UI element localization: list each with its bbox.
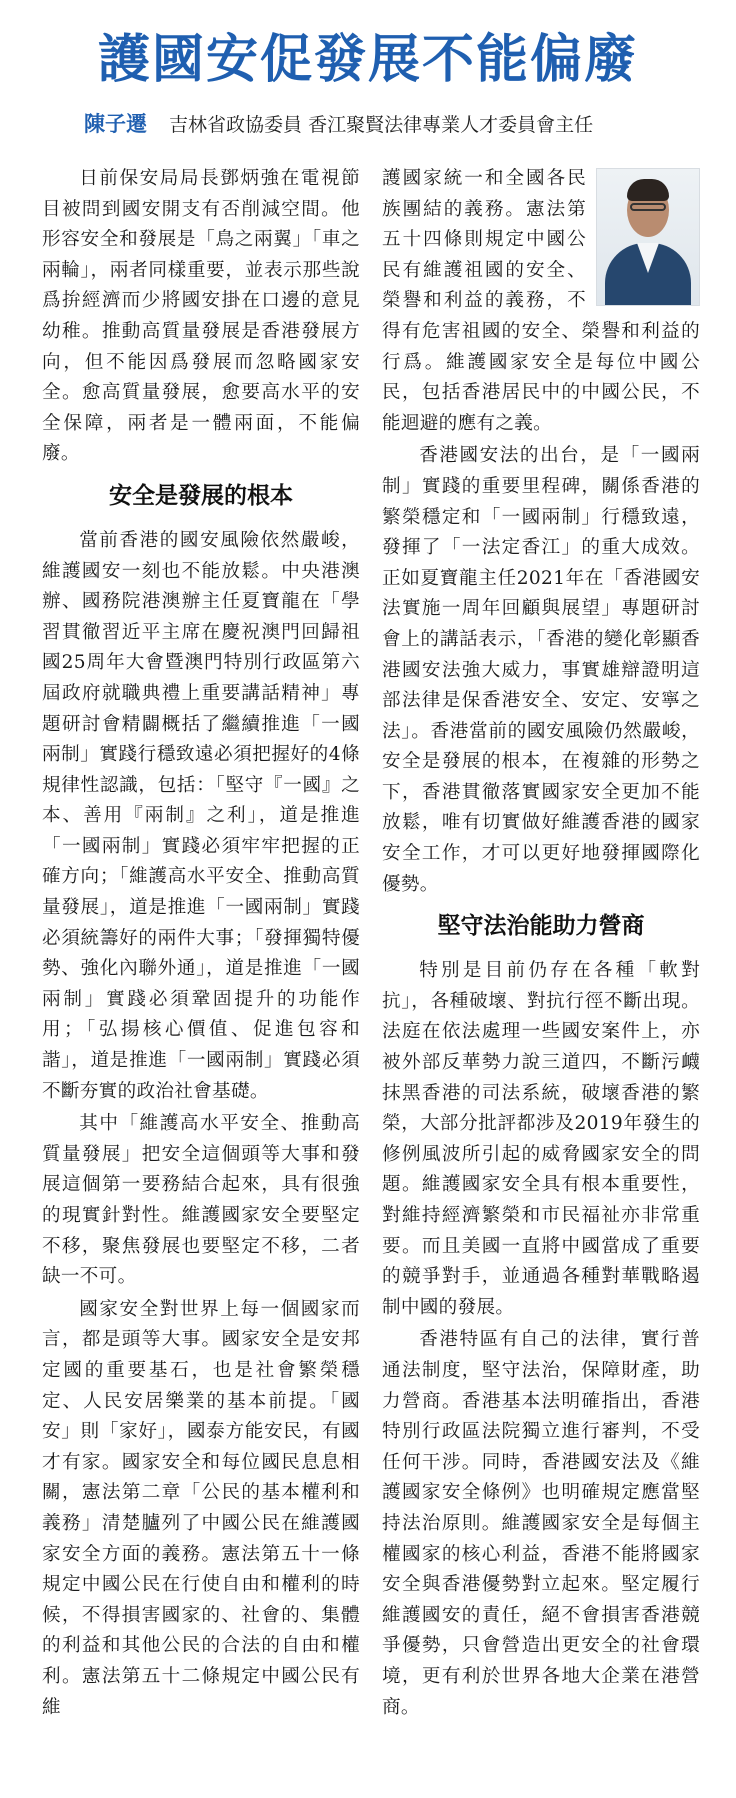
subheading-rule-of-law: 堅守法治能助力營商 — [437, 913, 645, 940]
byline — [84, 108, 716, 138]
paragraph: 國家安全對世界上每一個國家而言，都是頭等大事。國家安全是安邦定國的重要基石，也是社會繁榮穩定、人民安居樂業的基本前提。「國安」則「家好」，國泰方能安民，有國才有家。國家安全和每位國民息息相關，憲法第二章「公民的基本權利和義務」清楚臚列了中國公民在維護國家安全方面的義務。憲法第五十一條規定中國公民在行使自由和權利的時候，不得損害國家的、社會的、集體的利益和其他公民的合法的自由和權利。憲法第五十二條規定中國公民有維 — [42, 1298, 360, 1718]
intro-paragraph: 日前保安局局長鄧炳強在電視節目被問到國安開支有否削減空間。他形容安全和發展是「鳥之兩翼」「車之兩輪」，兩者同樣重要，並表示那些說爲拚經濟而少將國安掛在口邊的意見幼稚。推動高質量發展是香港發展方向，但不能因爲發展而忽略國家安全。愈高質量發展，愈要高水平的安全保障，兩者是一體兩面，不能偏廢。 — [42, 168, 360, 465]
paragraph-continued: 護國家統一和全國各民族團結的義務。憲法第五十四條則規定中國公民有維護祖國的安全、榮譽和利益的義務，不得有危害祖國的安全、榮譽和利益的行爲。維護國家安全是每位中國公民，包括香港居民中的中國公民，不能迴避的應有之義。 — [382, 168, 700, 434]
paragraph: 香港特區有自己的法律，實行普通法制度，堅守法治，保障財產，助力營商。香港基本法明確指出，香港特別行政區法院獨立進行審判，不受任何干涉。同時，香港國安法及《維護國家安全條例》也明確規定應當堅持法治原則。維護國家安全是每個主權國家的核心利益，香港不能將國家安全與香港優勢對立起來。堅定履行維護國安的責任，絕不會損害香港競爭優勢，只會營造出更安全的社會環境，更有利於世界各地大企業在港營商。 — [382, 1329, 700, 1718]
author-name: 陳子遷 — [84, 112, 147, 136]
paragraph: 特別是目前仍存在各種「軟對抗」，各種破壞、對抗行徑不斷出現。法庭在依法處理一些國安案件上，亦被外部反華勢力說三道四，不斷污衊抹黑香港的司法系統，破壞香港的繁榮，大部分批評都涉及2019年發生的修例風波所引起的威脅國家安全的問題。維護國家安全具有根本重要性，對維持經濟繁榮和市民福祉亦非常重要。而且美國一直將中國當成了重要的競爭對手，並通過各種對華戰略遏制中國的發展。 — [382, 960, 700, 1318]
author-title: 吉林省政協委員 香江聚賢法律專業人才委員會主任 — [169, 114, 594, 136]
paragraph: 其中「維護高水平安全、推動高質量發展」把安全這個頭等大事和發展這個第一要務結合起來，具有很強的現實針對性。維護國家安全要堅定不移，聚焦發展也要堅定不移，二者缺一不可。 — [42, 1113, 360, 1288]
author-portrait-icon — [596, 168, 700, 306]
paragraph: 當前香港的國安風險依然嚴峻，維護國安一刻也不能放鬆。中央港澳辦、國務院港澳辦主任夏寶龍在「學習貫徹習近平主席在慶祝澳門回歸祖國25周年大會暨澳門特別行政區第六屆政府就職典禮上重要講話精神」專題研討會精闢概括了繼續推進「一國兩制」實踐行穩致遠必須把握好的4條規律性認識，包括：「堅守『一國』之本、善用『兩制』之利」，道是推進「一國兩制」實踐必須牢牢把握的正確方向；「維護高水平安全、推動高質量發展」，道是推進「一國兩制」實踐必須統籌好的兩件大事；「發揮獨特優勢、強化內聯外通」，道是推進「一國兩制」實踐必須鞏固提升的功能作用；「弘揚核心價值、促進包容和諧」，道是推進「一國兩制」實踐必須不斷夯實的政治社會基礎。 — [42, 529, 360, 1102]
headline: 護國安促發展不能偏廢 — [97, 30, 638, 90]
right-column — [382, 164, 700, 1725]
subheading-security: 安全是發展的根本 — [109, 482, 293, 509]
left-column — [42, 164, 360, 1725]
paragraph: 香港國安法的出台，是「一國兩制」實踐的重要里程碑，關係香港的繁榮穩定和「一國兩制」行穩致遠，發揮了「一法定香江」的重大成效。正如夏寶龍主任2021年在「香港國安法實施一周年回顧與展望」專題研討會上的講話表示，「香港的變化彰顯香港國安法強大威力，事實雄辯證明這部法律是保香港安全、安定、安寧之法」。香港當前的國安風險仍然嚴峻，安全是發展的根本，在複雜的形勢之下，香港貫徹落實國家安全更加不能放鬆，唯有切實做好維護香港的國家安全工作，才可以更好地發揮國際化優勢。 — [382, 445, 700, 895]
